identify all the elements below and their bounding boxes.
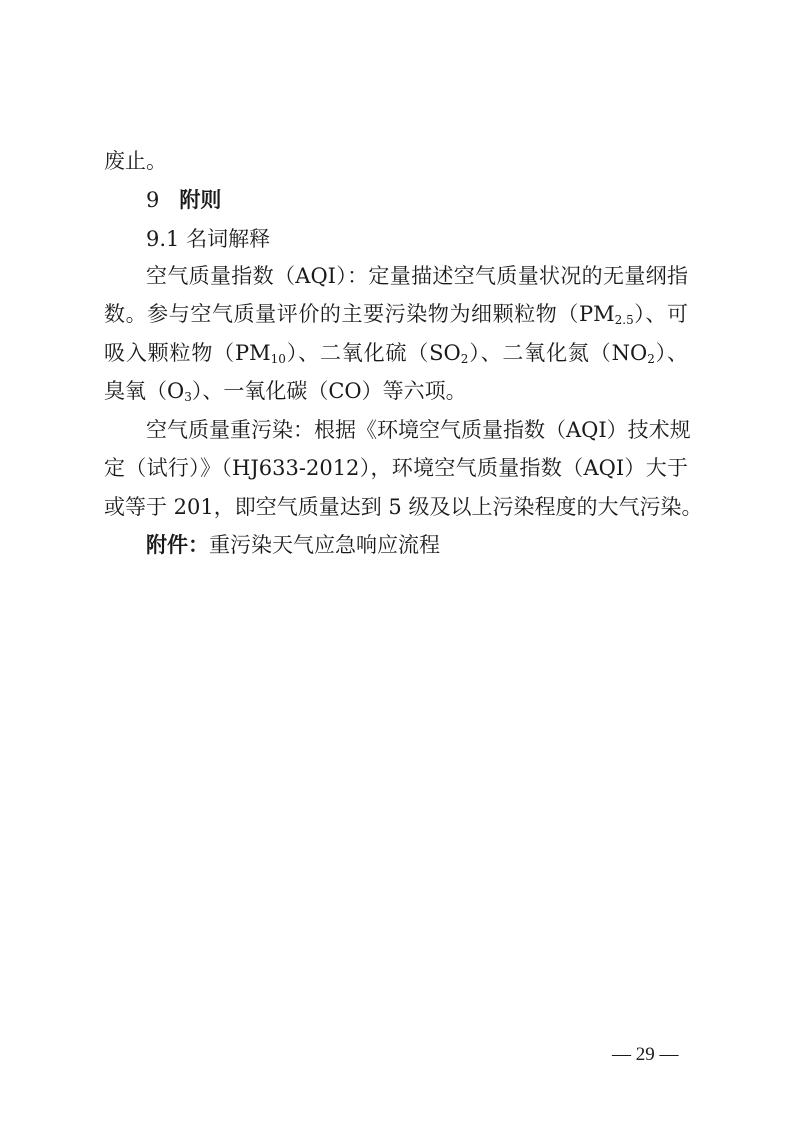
aqi-definition-line-1 (146, 262, 688, 290)
attachment-title: 重污染天气应急响应流程 (209, 533, 440, 557)
heavy-pollution-text-3: 或等于 201，即空气质量达到 5 级及以上污染程度的大气污染。 (104, 495, 703, 519)
attachment-line (146, 531, 688, 559)
section-title: 附则 (179, 188, 222, 212)
page-number: — 29 — (612, 1044, 679, 1065)
aqi-definition-line-3 (104, 339, 688, 373)
section-number: 9 (146, 188, 160, 212)
no2-subscript: 2 (647, 352, 655, 366)
aqi-definition-text-4b: ）、一氧化碳（CO）等六项。 (191, 379, 467, 403)
aqi-definition-text-2b: ）、可 (633, 302, 688, 326)
heavy-pollution-text-2: 定（试行）》（HJ633-2012），环境空气质量指数（AQI）大于 (104, 456, 688, 480)
pm10-subscript: 10 (270, 352, 286, 366)
aqi-definition-text-3c: ）、二氧化氮（NO (468, 341, 648, 365)
heavy-pollution-definition-line-2 (104, 454, 688, 482)
so2-subscript: 2 (460, 352, 469, 366)
aqi-definition-text-1: 空气质量指数（AQI）：定量描述空气质量状况的无量纲指 (146, 264, 688, 288)
subsection-heading (146, 225, 446, 253)
attachment-label: 附件： (146, 533, 209, 557)
aqi-definition-text-3d: ）、 (654, 341, 689, 365)
section-heading (146, 186, 446, 214)
heavy-pollution-text-1: 空气质量重污染：根据《环境空气质量指数（AQI）技术规 (146, 418, 691, 442)
aqi-definition-text-3b: ）、二氧化硫（SO (285, 341, 461, 365)
text-abolish: 废止。 (104, 149, 167, 173)
heavy-pollution-definition-line-3 (104, 493, 703, 521)
aqi-definition-line-4 (104, 377, 688, 411)
o3-subscript: 3 (184, 390, 192, 404)
aqi-definition-text-2a: 数。参与空气质量评价的主要污染物为细颗粒物（PM (104, 302, 615, 326)
heavy-pollution-definition-line-1 (146, 416, 691, 444)
aqi-definition-line-2 (104, 300, 688, 334)
subsection-title: 名词解释 (186, 227, 271, 251)
paragraph-end (104, 147, 688, 175)
pm25-subscript: 2.5 (614, 313, 634, 327)
aqi-definition-text-3a: 吸入颗粒物（PM (104, 341, 271, 365)
subsection-number: 9.1 (146, 227, 180, 251)
aqi-definition-text-4a: 臭氧（O (104, 379, 185, 403)
